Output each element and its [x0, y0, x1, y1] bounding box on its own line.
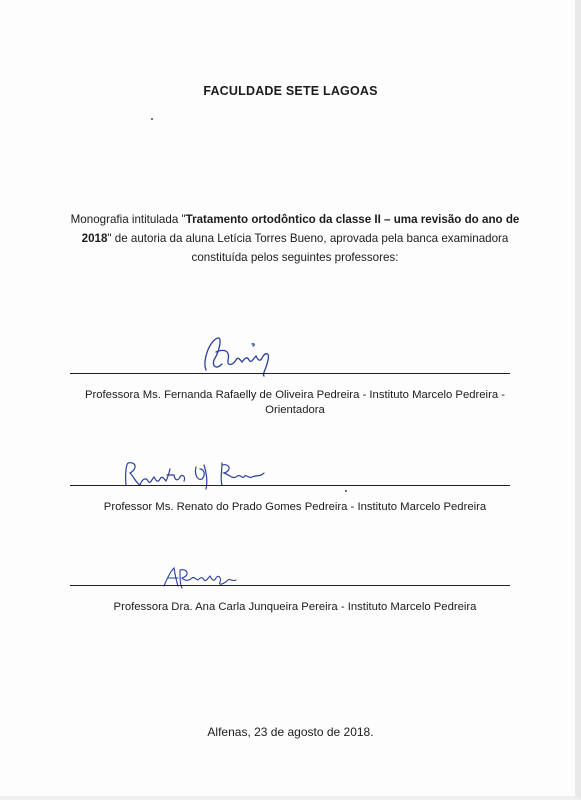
monograph-title: Tratamento ortodôntico da classe II – uma revisão do ano de 2018 [81, 213, 520, 245]
examiner-block-2 [70, 455, 520, 525]
approval-prefix: Monografia intitulada " [70, 213, 186, 226]
approval-suffix: " de autoria da aluna Letícia Torres Bueno, aprovada pela banca examinadora constituída pelos seguintes professores: [107, 232, 509, 264]
examiner-caption-3 [70, 600, 520, 615]
examiner-1-name-affiliation: Professora Ms. Fernanda Rafaelly de Oliveira Pedreira - Instituto Marcelo Pedreira - [84, 389, 506, 401]
handwritten-signature-3 [160, 564, 240, 590]
scan-speck [151, 118, 153, 120]
examiner-block-3 [70, 560, 520, 630]
signature-line-2 [70, 485, 510, 486]
examiner-3-name-affiliation: Professora Dra. Ana Carla Junqueira Pereira - Instituto Marcelo Pedreira [113, 601, 477, 613]
institution-name: FACULDADE SETE LAGOAS [203, 84, 378, 98]
city-and-date: Alfenas, 23 de agosto de 2018. [207, 725, 374, 739]
examiner-block-1 [70, 330, 520, 430]
examiner-1-role: Orientadora [265, 404, 325, 416]
approval-statement [60, 210, 530, 267]
signature-line-1 [70, 373, 510, 374]
examiner-caption-2 [70, 500, 520, 515]
examiner-caption-1 [70, 388, 520, 418]
examiner-2-name-affiliation: Professor Ms. Renato do Prado Gomes Pedreira - Instituto Marcelo Pedreira [103, 501, 487, 513]
signature-line-3 [70, 585, 510, 586]
